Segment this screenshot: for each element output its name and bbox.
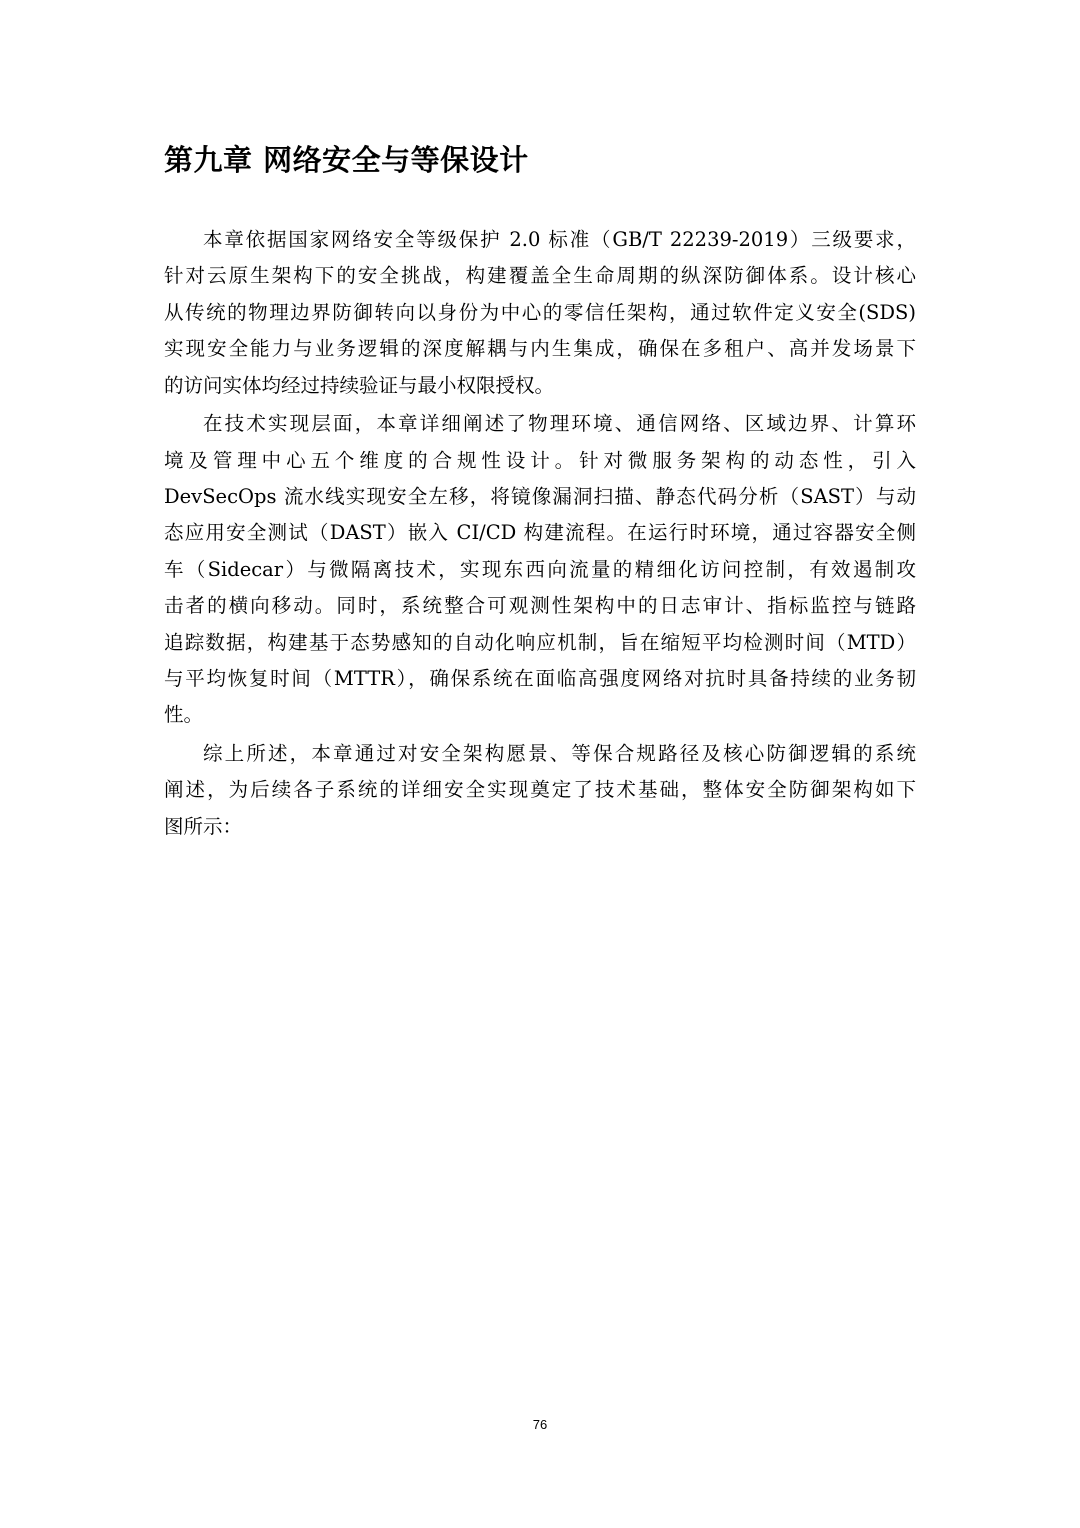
- text-line: 追踪数据，构建基于态势感知的自动化响应机制，旨在缩短平均检测时间（MTD）: [164, 630, 916, 654]
- paragraph-intro: [164, 222, 916, 404]
- text-line: 境及管理中心五个维度的合规性设计。针对微服务架构的动态性，引入: [164, 448, 916, 472]
- text-line: 在技术实现层面，本章详细阐述了物理环境、通信网络、区域边界、计算环: [203, 412, 916, 436]
- chapter-title: 第九章 网络安全与等保设计: [164, 143, 529, 177]
- text-line: 与平均恢复时间（MTTR），确保系统在面临高强度网络对抗时具备持续的业务韧: [164, 666, 916, 690]
- text-line: 阐述，为后续各子系统的详细安全实现奠定了技术基础，整体安全防御架构如下: [164, 778, 916, 802]
- text-line: 针对云原生架构下的安全挑战，构建覆盖全生命周期的纵深防御体系。设计核心: [164, 264, 916, 288]
- text-line: 本章依据国家网络安全等级保护 2.0 标准（GB/T 22239-2019）三级要求，: [203, 228, 916, 251]
- text-line: 的访问实体均经过持续验证与最小权限授权。: [164, 373, 555, 397]
- text-line: DevSecOps 流水线实现安全左移，将镜像漏洞扫描、静态代码分析（SAST）与动: [164, 485, 916, 509]
- page-number: 76: [532, 1417, 548, 1432]
- paragraph-technical: [164, 406, 916, 734]
- text-line: 图所示：: [164, 814, 243, 838]
- chapter-body: [164, 222, 916, 848]
- text-line: 态应用安全测试（DAST）嵌入 CI/CD 构建流程。在运行时环境，通过容器安全侧: [164, 521, 916, 545]
- text-line: 从传统的物理边界防御转向以身份为中心的零信任架构，通过软件定义安全(SDS): [164, 300, 916, 324]
- paragraph-summary: [164, 736, 916, 845]
- text-line: 性。: [164, 703, 204, 727]
- text-line: 车（Sidecar）与微隔离技术，实现东西向流量的精细化访问控制，有效遏制攻: [164, 557, 916, 581]
- text-line: 综上所述，本章通过对安全架构愿景、等保合规路径及核心防御逻辑的系统: [203, 742, 916, 766]
- text-line: 击者的横向移动。同时，系统整合可观测性架构中的日志审计、指标监控与链路: [164, 594, 916, 618]
- text-line: 实现安全能力与业务逻辑的深度解耦与内生集成，确保在多租户、高并发场景下: [164, 337, 916, 361]
